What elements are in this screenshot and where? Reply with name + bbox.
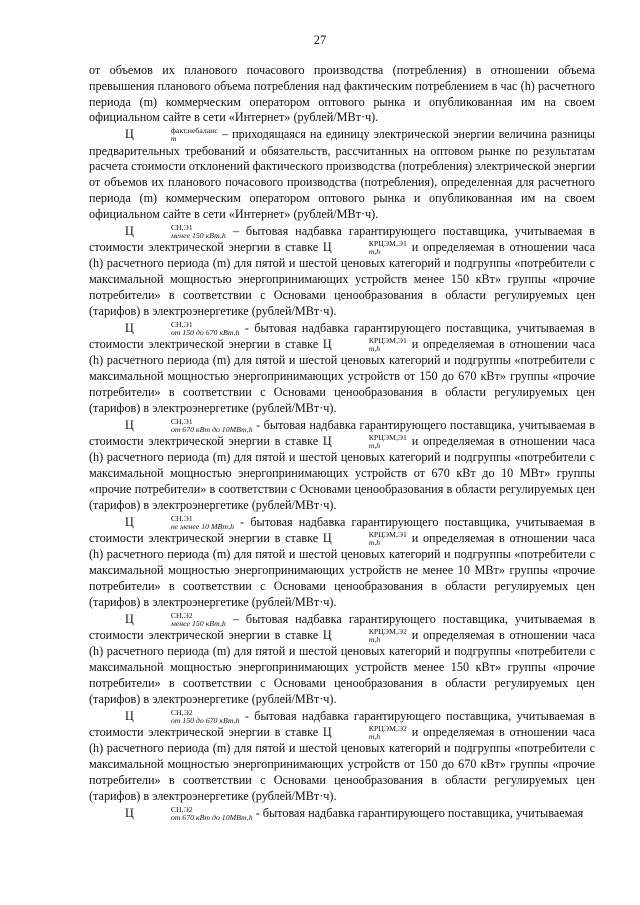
paragraph-6 <box>89 515 595 611</box>
formula-symbol: Ц СН,Э1 не менее 10 МВт,h <box>125 513 235 531</box>
formula-symbol: Ц СН,Э2 менее 150 кВт,h <box>125 610 226 628</box>
paragraph-text: и определяемая в отношении часа (h) расчетного периода (m) для пятой и шестой ценовых категорий и подгруппы «потребители с максимальной мощностью энергопринимающих устройств не менее 10 МВт» группы «прочие потребители» в соответствии с Основами ценообразования в области регулируемых цен (тарифов) в электроэнергетике (рублей/МВт·ч). <box>89 530 595 609</box>
paragraph-text: и определяемая в отношении часа (h) расчетного периода (m) для пятой и шестой ценовых категорий и подгруппы «потребители с максимальной мощностью энергопринимающих устройств от 150 до 670 кВт» группы «прочие потребители» в соответствии с Основами ценообразования в области регулируемых цен (тарифов) в электроэнергетике (рублей/МВт·ч). <box>89 336 595 415</box>
paragraph-5 <box>89 418 595 514</box>
formula-symbol: Ц СН,Э1 менее 150 кВт,h <box>125 222 226 240</box>
rate-symbol: Ц КРЦЭМ,Э2 m,h <box>322 626 407 645</box>
page-number: 27 <box>313 33 327 47</box>
paragraph-text: и определяемая в отношении часа (h) расчетного периода (m) для пятой и шестой ценовых категорий и подгруппы «потребители с максимальной мощностью энергопринимающих устройств менее 150 кВт» группы «прочие потребители» в соответствии с Основами ценообразования в области регулируемых цен (тарифов) в электроэнергетике (рублей/МВт·ч). <box>89 239 595 318</box>
paragraph-7 <box>89 612 595 708</box>
rate-symbol: Ц КРЦЭМ,Э1 m,h <box>322 432 407 451</box>
formula-symbol: Ц факт,небаланс m <box>125 126 218 144</box>
rate-symbol: Ц КРЦЭМ,Э2 m,h <box>322 723 407 742</box>
paragraph-text: и определяемая в отношении часа (h) расчетного периода (m) для пятой и шестой ценовых категорий и подгруппы «потребители с максимальной мощностью энергопринимающих устройств от 670 кВт до 10 МВт» группы «прочие потребители» в соответствии с Основами ценообразования в области регулируемых цен (тарифов) в электроэнергетике (рублей/МВт·ч). <box>89 433 595 512</box>
paragraph-1 <box>89 63 595 126</box>
paragraph-text: – бытовая надбавка гарантирующего поставщика, учитываемая в стоимости электрической энергии в ставке <box>89 223 595 254</box>
paragraph-text: - бытовая надбавка гарантирующего поставщика, учитываемая в стоимости электрической энергии в ставке <box>89 708 595 739</box>
paragraph-2 <box>89 127 595 222</box>
paragraph-9 <box>89 806 595 822</box>
formula-symbol: Ц СН,Э1 от 150 до 670 кВт,h <box>125 319 240 337</box>
paragraph-3 <box>89 224 595 320</box>
paragraph-8 <box>89 709 595 805</box>
paragraph-text: и определяемая в отношении часа (h) расчетного периода (m) для пятой и шестой ценовых категорий и подгруппы «потребители с максимальной мощностью энергопринимающих устройств от 150 до 670 кВт» группы «прочие потребители» в соответствии с Основами ценообразования в области регулируемых цен (тарифов) в электроэнергетике (рублей/МВт·ч). <box>89 724 595 803</box>
document-body <box>89 63 595 822</box>
formula-symbol: Ц СН,Э1 от 670 кВт до 10МВт,h <box>125 416 253 434</box>
rate-symbol: Ц КРЦЭМ,Э1 m,h <box>322 238 407 257</box>
formula-symbol: Ц СН,Э2 от 670 кВт до 10МВт,h <box>125 804 253 822</box>
paragraph-text: – приходящаяся на единицу электрической энергии величина разницы предварительных требований и обязательств, рассчитанных на оптовом рынке по результатам расчета стоимости отклонений фактического производства (потребления) электрической энергии от объемов их планового почасового производства (потребления), определенная для расчетного периода (m) коммерческим оператором оптового рынка и опубликованная им на своем официальном сайте в сети «Интернет» (рублей/МВт·ч). <box>89 127 595 221</box>
paragraph-text: - бытовая надбавка гарантирующего поставщика, учитываемая в стоимости электрической энергии в ставке <box>89 320 595 351</box>
paragraph-text: - бытовая надбавка гарантирующего поставщика, учитываемая <box>252 805 584 820</box>
paragraph-4 <box>89 321 595 417</box>
formula-symbol: Ц СН,Э2 от 150 до 670 кВт,h <box>125 707 240 725</box>
rate-symbol: Ц КРЦЭМ,Э1 m,h <box>322 529 407 548</box>
paragraph-text: от объемов их планового почасового производства (потребления) в отношении объема превышения планового объема потребления над фактическим потреблением в час (h) расчетного периода (m) коммерческим оператором оптового рынка и опубликованная им на своем официальном сайте в сети «Интернет» (рублей/МВт·ч). <box>89 63 595 125</box>
paragraph-text: – бытовая надбавка гарантирующего поставщика, учитываемая в стоимости электрической энергии в ставке <box>89 611 595 642</box>
rate-symbol: Ц КРЦЭМ,Э1 m,h <box>322 335 407 354</box>
paragraph-text: - бытовая надбавка гарантирующего поставщика, учитываемая в стоимости электрической энергии в ставке <box>89 514 595 545</box>
paragraph-text: и определяемая в отношении часа (h) расчетного периода (m) для пятой и шестой ценовых категорий и подгруппы «потребители с максимальной мощностью энергопринимающих устройств менее 150 кВт» группы «прочие потребители» в соответствии с Основами ценообразования в области регулируемых цен (тарифов) в электроэнергетике (рублей/МВт·ч). <box>89 627 595 706</box>
paragraph-text: - бытовая надбавка гарантирующего поставщика, учитываемая в стоимости электрической энергии в ставке <box>89 417 595 448</box>
